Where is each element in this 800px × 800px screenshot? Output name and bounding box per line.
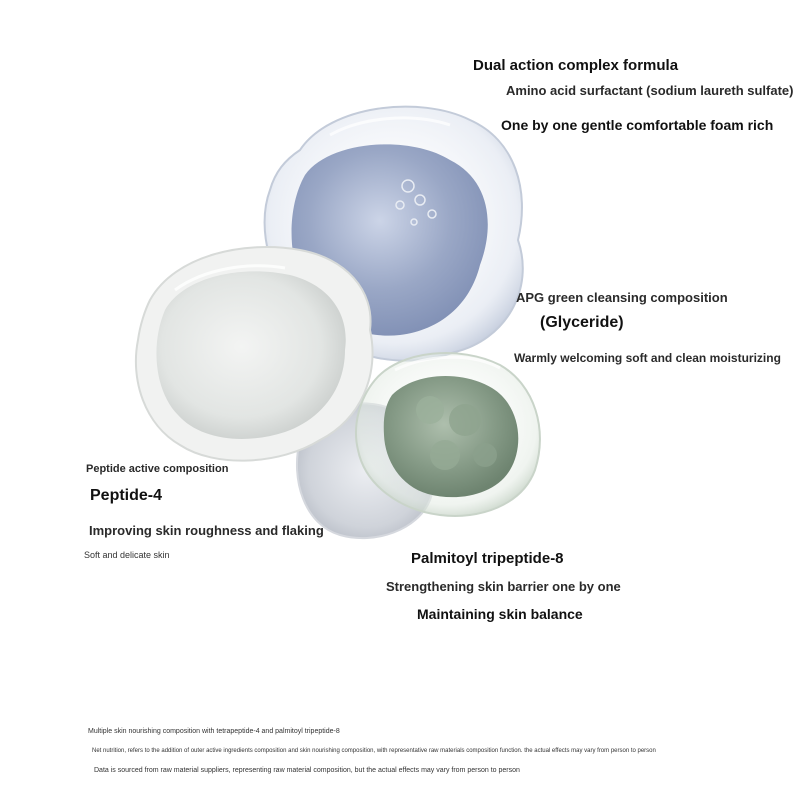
middle-group-title: APG green cleansing composition: [516, 290, 728, 305]
footnote-2: Net nutrition, refers to the addition of outer active ingredients composition and skin nourishing composition, with representative raw materials composition function. the actual effects may vary from person to person: [92, 748, 656, 754]
left-group-line1: Improving skin roughness and flaking: [89, 523, 324, 538]
bottom-group-line1: Strengthening skin barrier one by one: [386, 579, 621, 594]
middle-group-line1: Warmly welcoming soft and clean moisturizing: [514, 351, 781, 365]
white-bubble-icon: [136, 247, 373, 461]
footnote-3: Data is sourced from raw material suppliers, representing raw material composition, but the actual effects may vary from person to person: [94, 767, 520, 774]
top-group-line2: One by one gentle comfortable foam rich: [501, 117, 774, 133]
top-group-title: Dual action complex formula: [473, 57, 679, 74]
left-group-subtitle: Peptide-4: [90, 487, 163, 504]
bottom-group-line2: Maintaining skin balance: [417, 606, 583, 622]
left-group-line2: Soft and delicate skin: [84, 550, 170, 560]
top-group-line1: Amino acid surfactant (sodium laureth sulfate): [506, 83, 794, 98]
green-bubble-icon: [356, 353, 540, 516]
bottom-group-title: Palmitoyl tripeptide-8: [411, 550, 564, 567]
middle-group-subtitle: (Glyceride): [540, 314, 624, 331]
footnote-1: Multiple skin nourishing composition with tetrapeptide-4 and palmitoyl tripeptide-8: [88, 728, 340, 735]
left-group-title: Peptide active composition: [86, 463, 229, 475]
